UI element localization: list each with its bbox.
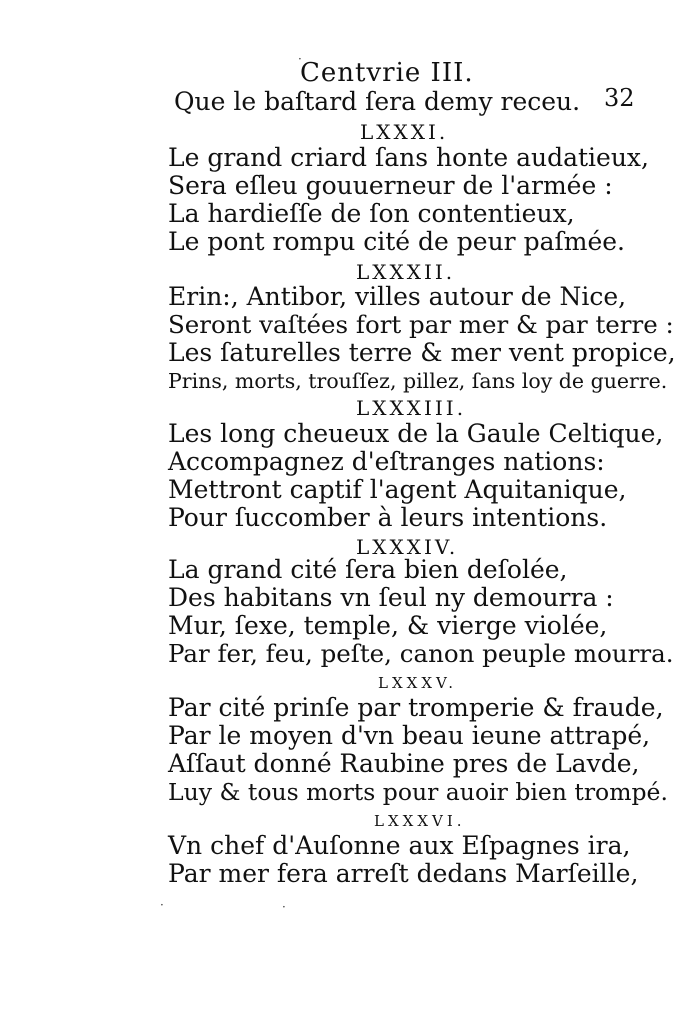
verse-line: Le grand criard ſans honte audatieux, — [168, 143, 649, 172]
verse-line: Accompagnez d'eſtranges nations: — [168, 447, 605, 476]
verse-line: Par cité prinſe par tromperie & fraude, — [168, 693, 664, 722]
quatrain-number: LXXXII. — [356, 260, 456, 284]
quatrain-number: LXXXVI. — [374, 812, 466, 830]
verse-line: Pour ſuccomber à leurs intentions. — [168, 503, 608, 532]
verse-line: Le pont rompu cité de peur paſmée. — [168, 227, 625, 256]
quatrain-number: LXXXI. — [360, 120, 449, 144]
verse-line: Par le moyen d'vn beau ieune attrapé, — [168, 721, 651, 750]
ink-speck: · — [160, 898, 164, 912]
verse-line: Mettront captif l'agent Aquitanique, — [168, 475, 627, 504]
verse-line: Aſſaut donné Raubine pres de Lavde, — [168, 749, 640, 778]
verse-line: La hardieſſe de ſon contentieux, — [168, 199, 575, 228]
ink-speck: · — [282, 900, 286, 914]
verse-line: Par fer, feu, peſte, canon peuple mourra. — [168, 639, 674, 668]
verse-line: Par mer fera arreſt dedans Marſeille, — [168, 859, 639, 888]
verse-line: La grand cité ſera bien deſolée, — [168, 555, 568, 584]
verse-line: Les ſaturelles terre & mer vent propice, — [168, 338, 676, 367]
quatrain-number: LXXXIV. — [356, 535, 459, 559]
quatrain-number: LXXXV. — [378, 674, 457, 692]
running-title: Centvrie III. — [300, 58, 474, 88]
verse-line: Des habitans vn ſeul ny demourra : — [168, 583, 614, 612]
verse-line: Mur, ſexe, temple, & vierge violée, — [168, 611, 608, 640]
verse-line: Luy & tous morts pour auoir bien trompé. — [168, 778, 668, 806]
quatrain-number: LXXXIII. — [356, 396, 467, 420]
page-number: 32 — [604, 84, 635, 112]
verse-line: Erin:, Antibor, villes autour de Nice, — [168, 282, 627, 311]
verse-line: Prins, morts, trouſſez, pillez, ſans loy de guerre. — [168, 369, 668, 393]
verse-line: Vn chef d'Auſonne aux Eſpagnes ira, — [168, 831, 631, 860]
verse-line: Seront vaſtées fort par mer & par terre : — [168, 310, 674, 339]
verse-line: Sera eſleu gouuerneur de l'armée : — [168, 171, 613, 200]
carryover-line: Que le baſtard ſera demy receu. — [174, 87, 581, 116]
ink-speck: · — [298, 52, 302, 66]
verse-line: Les long cheueux de la Gaule Celtique, — [168, 419, 664, 448]
